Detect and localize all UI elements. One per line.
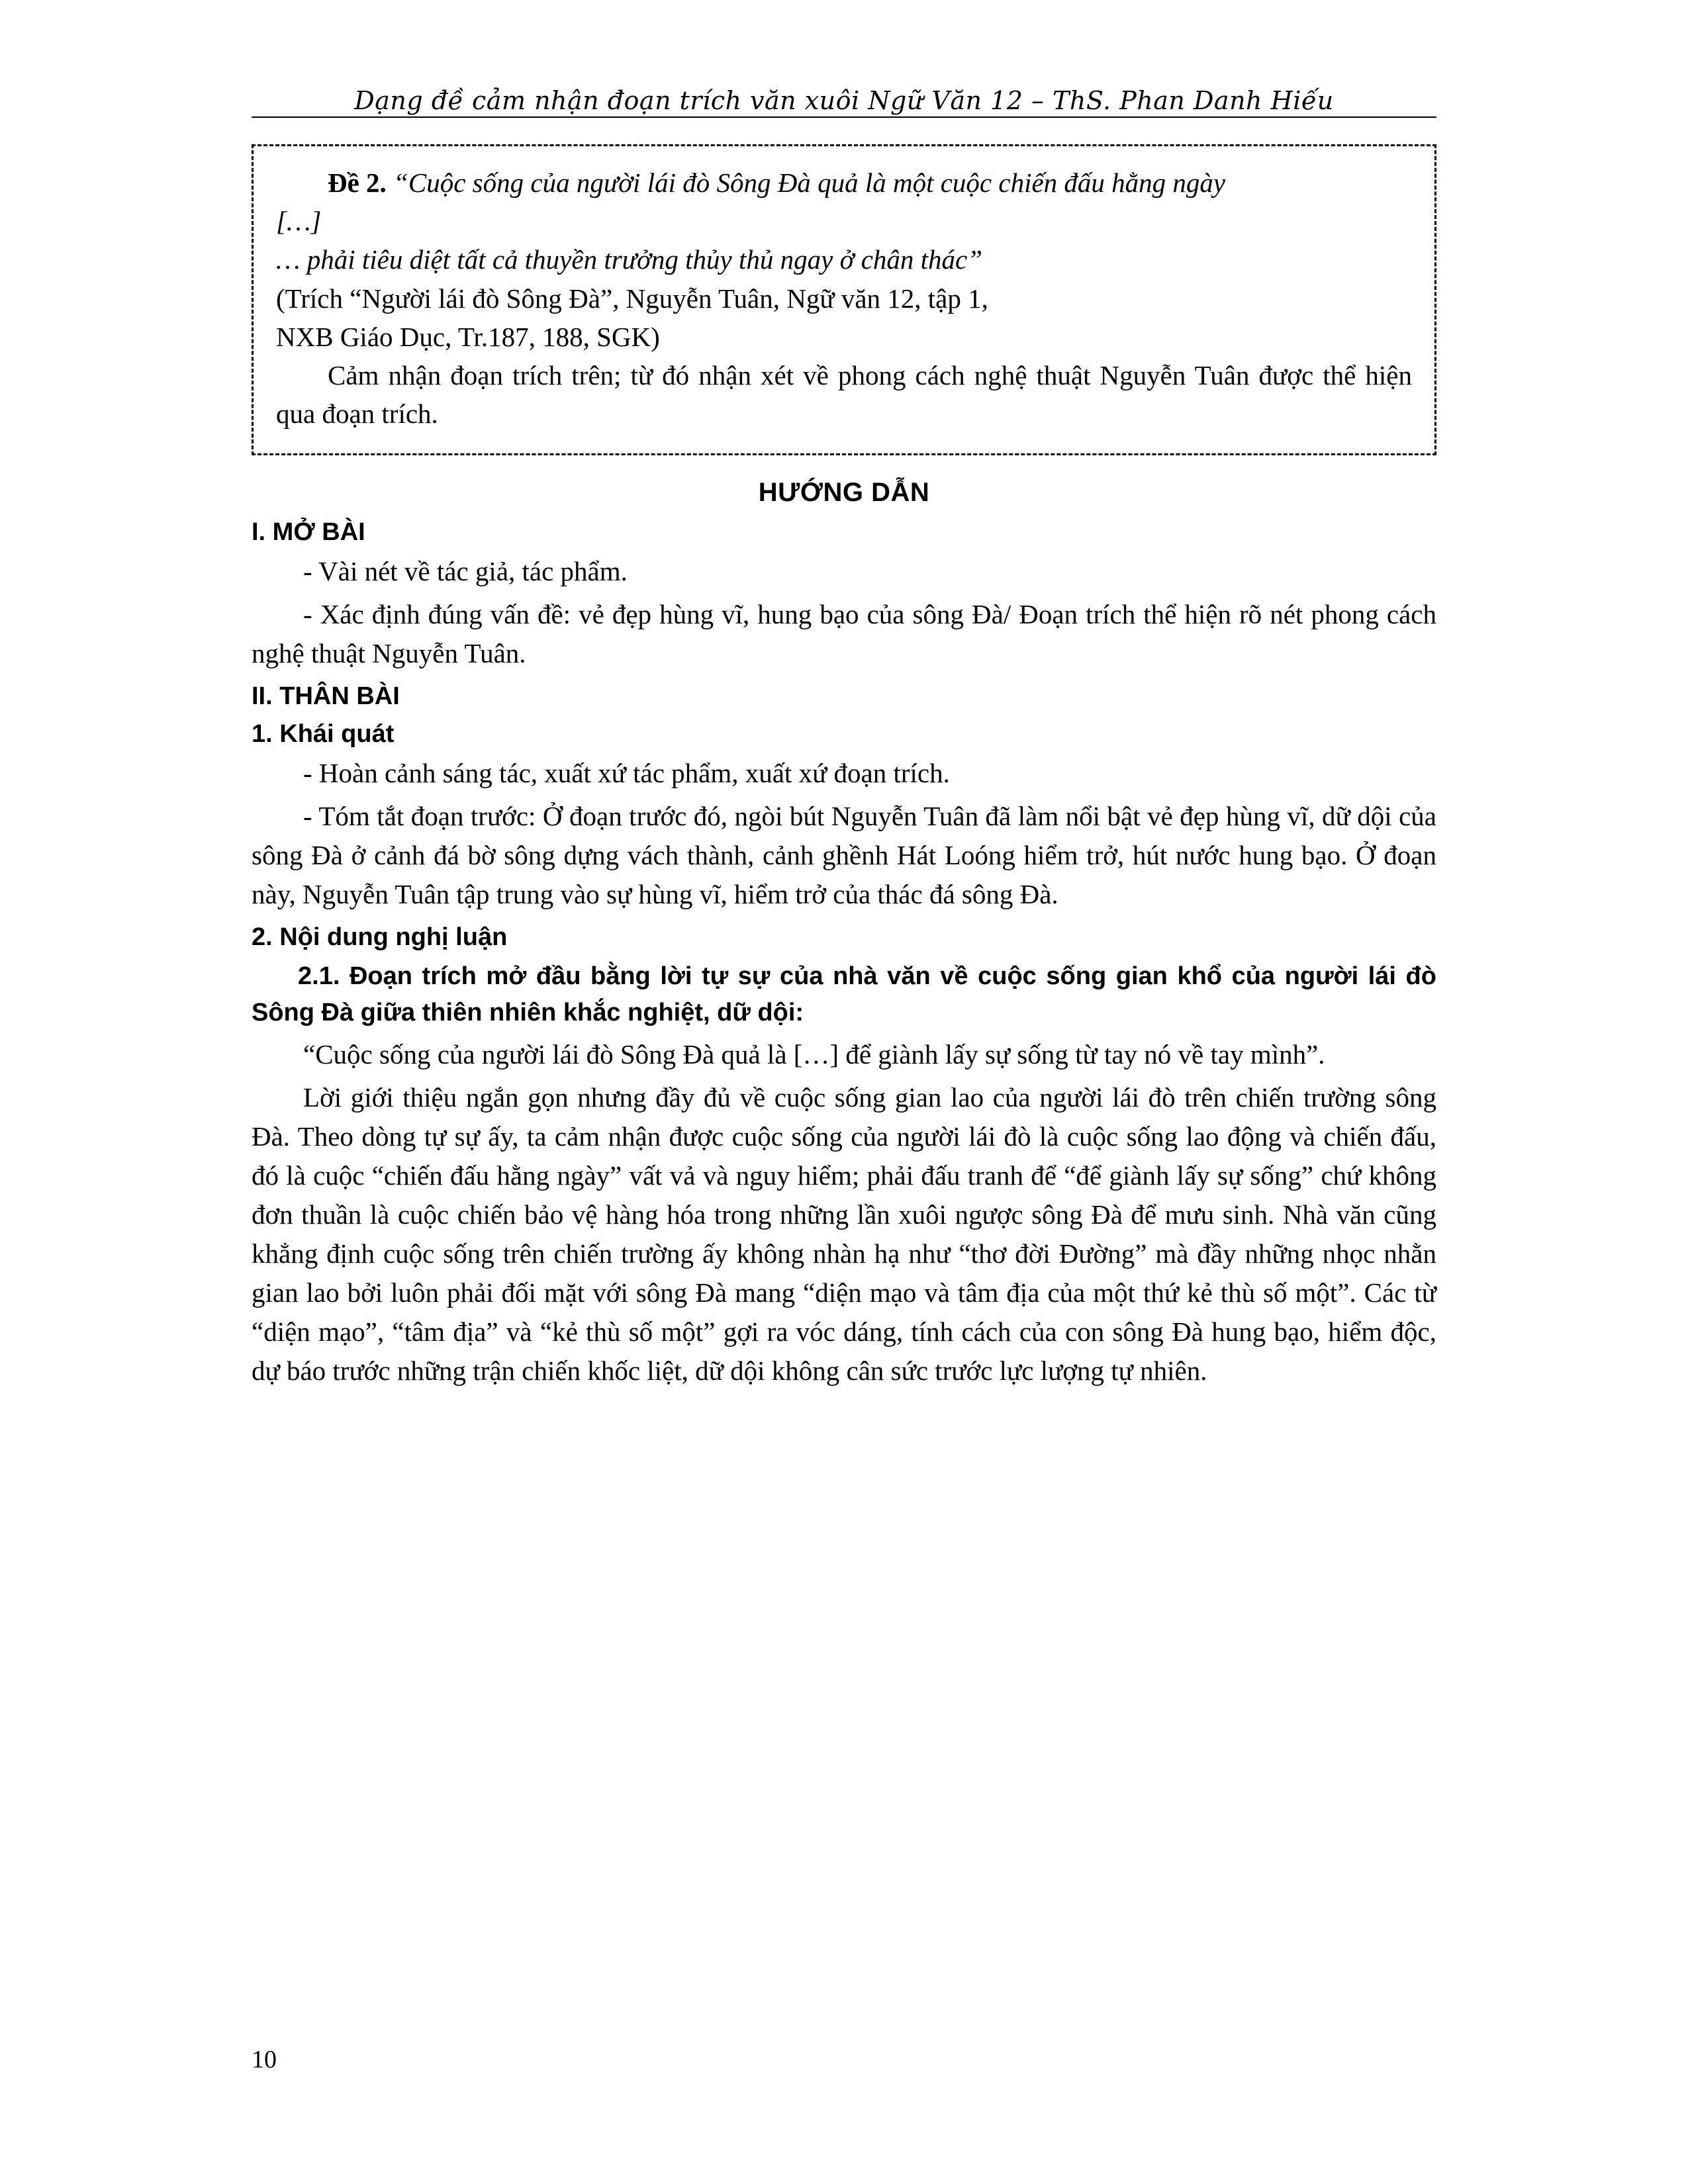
page-content xyxy=(252,86,1436,1394)
page-number: 10 xyxy=(252,2046,277,2073)
body-paragraph-2: Lời giới thiệu ngắn gọn nhưng đầy đủ về cuộc sống gian lao của người lái đò trên chiến trường sông Đà. Theo dòng tự sự ấy, ta cảm nhận được cuộc sống của người lái đò là cuộc sống lao động và chiến đấu, đó là cuộc “chiến đấu hằng ngày” vất vả và nguy hiểm; phải đấu tranh để “để giành lấy sự sống” chứ không đơn thuần là cuộc chiến bảo vệ hàng hóa trong những lần xuôi ngược sông Đà để mưu sinh. Nhà văn cũng khẳng định cuộc sống trên chiến trường ấy không nhàn hạ như “thơ đời Đường” mà đầy những nhọc nhằn gian lao bởi luôn phải đối mặt với sông Đà mang “diện mạo và tâm địa của một thứ kẻ thù số một”. Các từ “diện mạo”, “tâm địa” và “kẻ thù số một” gợi ra vóc dáng, tính cách của con sông Đà hung bạo, hiểm độc, dự báo trước những trận chiến khốc liệt, dữ dội không cân sức trước lực lượng tự nhiên. xyxy=(252,1081,1436,1387)
section-heading-than-bai: II. THÂN BÀI xyxy=(252,682,400,710)
body-paragraph-1: “Cuộc sống của người lái đò Sông Đà quả là […] để giành lấy sự sống từ tay nó về tay mình”. xyxy=(303,1038,1325,1069)
de-label: Đề 2. xyxy=(328,167,387,198)
guide-title: HƯỚNG DẪN xyxy=(758,477,930,507)
prompt-quote-line1 xyxy=(276,163,1412,202)
running-header: Dạng đề cảm nhận đoạn trích văn xuôi Ngữ Văn 12 – ThS. Phan Danh Hiếu xyxy=(354,86,1334,115)
subsection-heading-2-1: 2.1. Đoạn trích mở đầu bằng lời tự sự của nhà văn về cuộc sống gian khổ của người lái đò Sông Đà giữa thiên nhiên khắc nghiệt, dữ dội: xyxy=(252,962,1436,1026)
prompt-source-line2: NXB Giáo Dục, Tr.187, 188, SGK) xyxy=(276,321,660,352)
mo-bai-item-1: - Vài nét về tác giả, tác phẩm. xyxy=(303,555,628,586)
subsection-heading-noi-dung: 2. Nội dung nghị luận xyxy=(252,923,508,951)
prompt-quote-text1: “Cuộc sống của người lái đò Sông Đà quả là một cuộc chiến đấu hằng ngày xyxy=(393,167,1226,198)
khai-quat-item-1: - Hoàn cảnh sáng tác, xuất xứ tác phẩm, xuất xứ đoạn trích. xyxy=(303,757,950,788)
header-divider xyxy=(252,116,1436,118)
khai-quat-item-2: - Tóm tắt đoạn trước: Ở đoạn trước đó, ngòi bút Nguyễn Tuân đã làm nổi bật vẻ đẹp hùng vĩ, dữ dội của sông Đà ở cảnh đá bờ sông dựng vách thành, cảnh ghềnh Hát Loóng hiểm trở, hút nước hung bạo. Ở đoạn này, Nguyễn Tuân tập trung vào sự hùng vĩ, hiểm trở của thác đá sông Đà. xyxy=(252,800,1436,909)
prompt-source-line1: (Trích “Người lái đò Sông Đà”, Nguyễn Tuân, Ngữ văn 12, tập 1, xyxy=(276,283,988,314)
prompt-quote-line2: […] xyxy=(276,206,322,237)
prompt-quote-line3: … phải tiêu diệt tất cả thuyền trưởng thủy thủ ngay ở chân thác” xyxy=(276,244,983,275)
prompt-task: Cảm nhận đoạn trích trên; từ đó nhận xét về phong cách nghệ thuật Nguyễn Tuân được thể hiện qua đoạn trích. xyxy=(276,360,1412,430)
prompt-box xyxy=(252,144,1436,455)
mo-bai-item-2: - Xác định đúng vấn đề: vẻ đẹp hùng vĩ, hung bạo của sông Đà/ Đoạn trích thể hiện rõ nét phong cách nghệ thuật Nguyễn Tuân. xyxy=(252,598,1436,668)
section-heading-mo-bai: I. MỞ BÀI xyxy=(252,518,365,546)
subsection-heading-khai-quat: 1. Khái quát xyxy=(252,719,395,748)
